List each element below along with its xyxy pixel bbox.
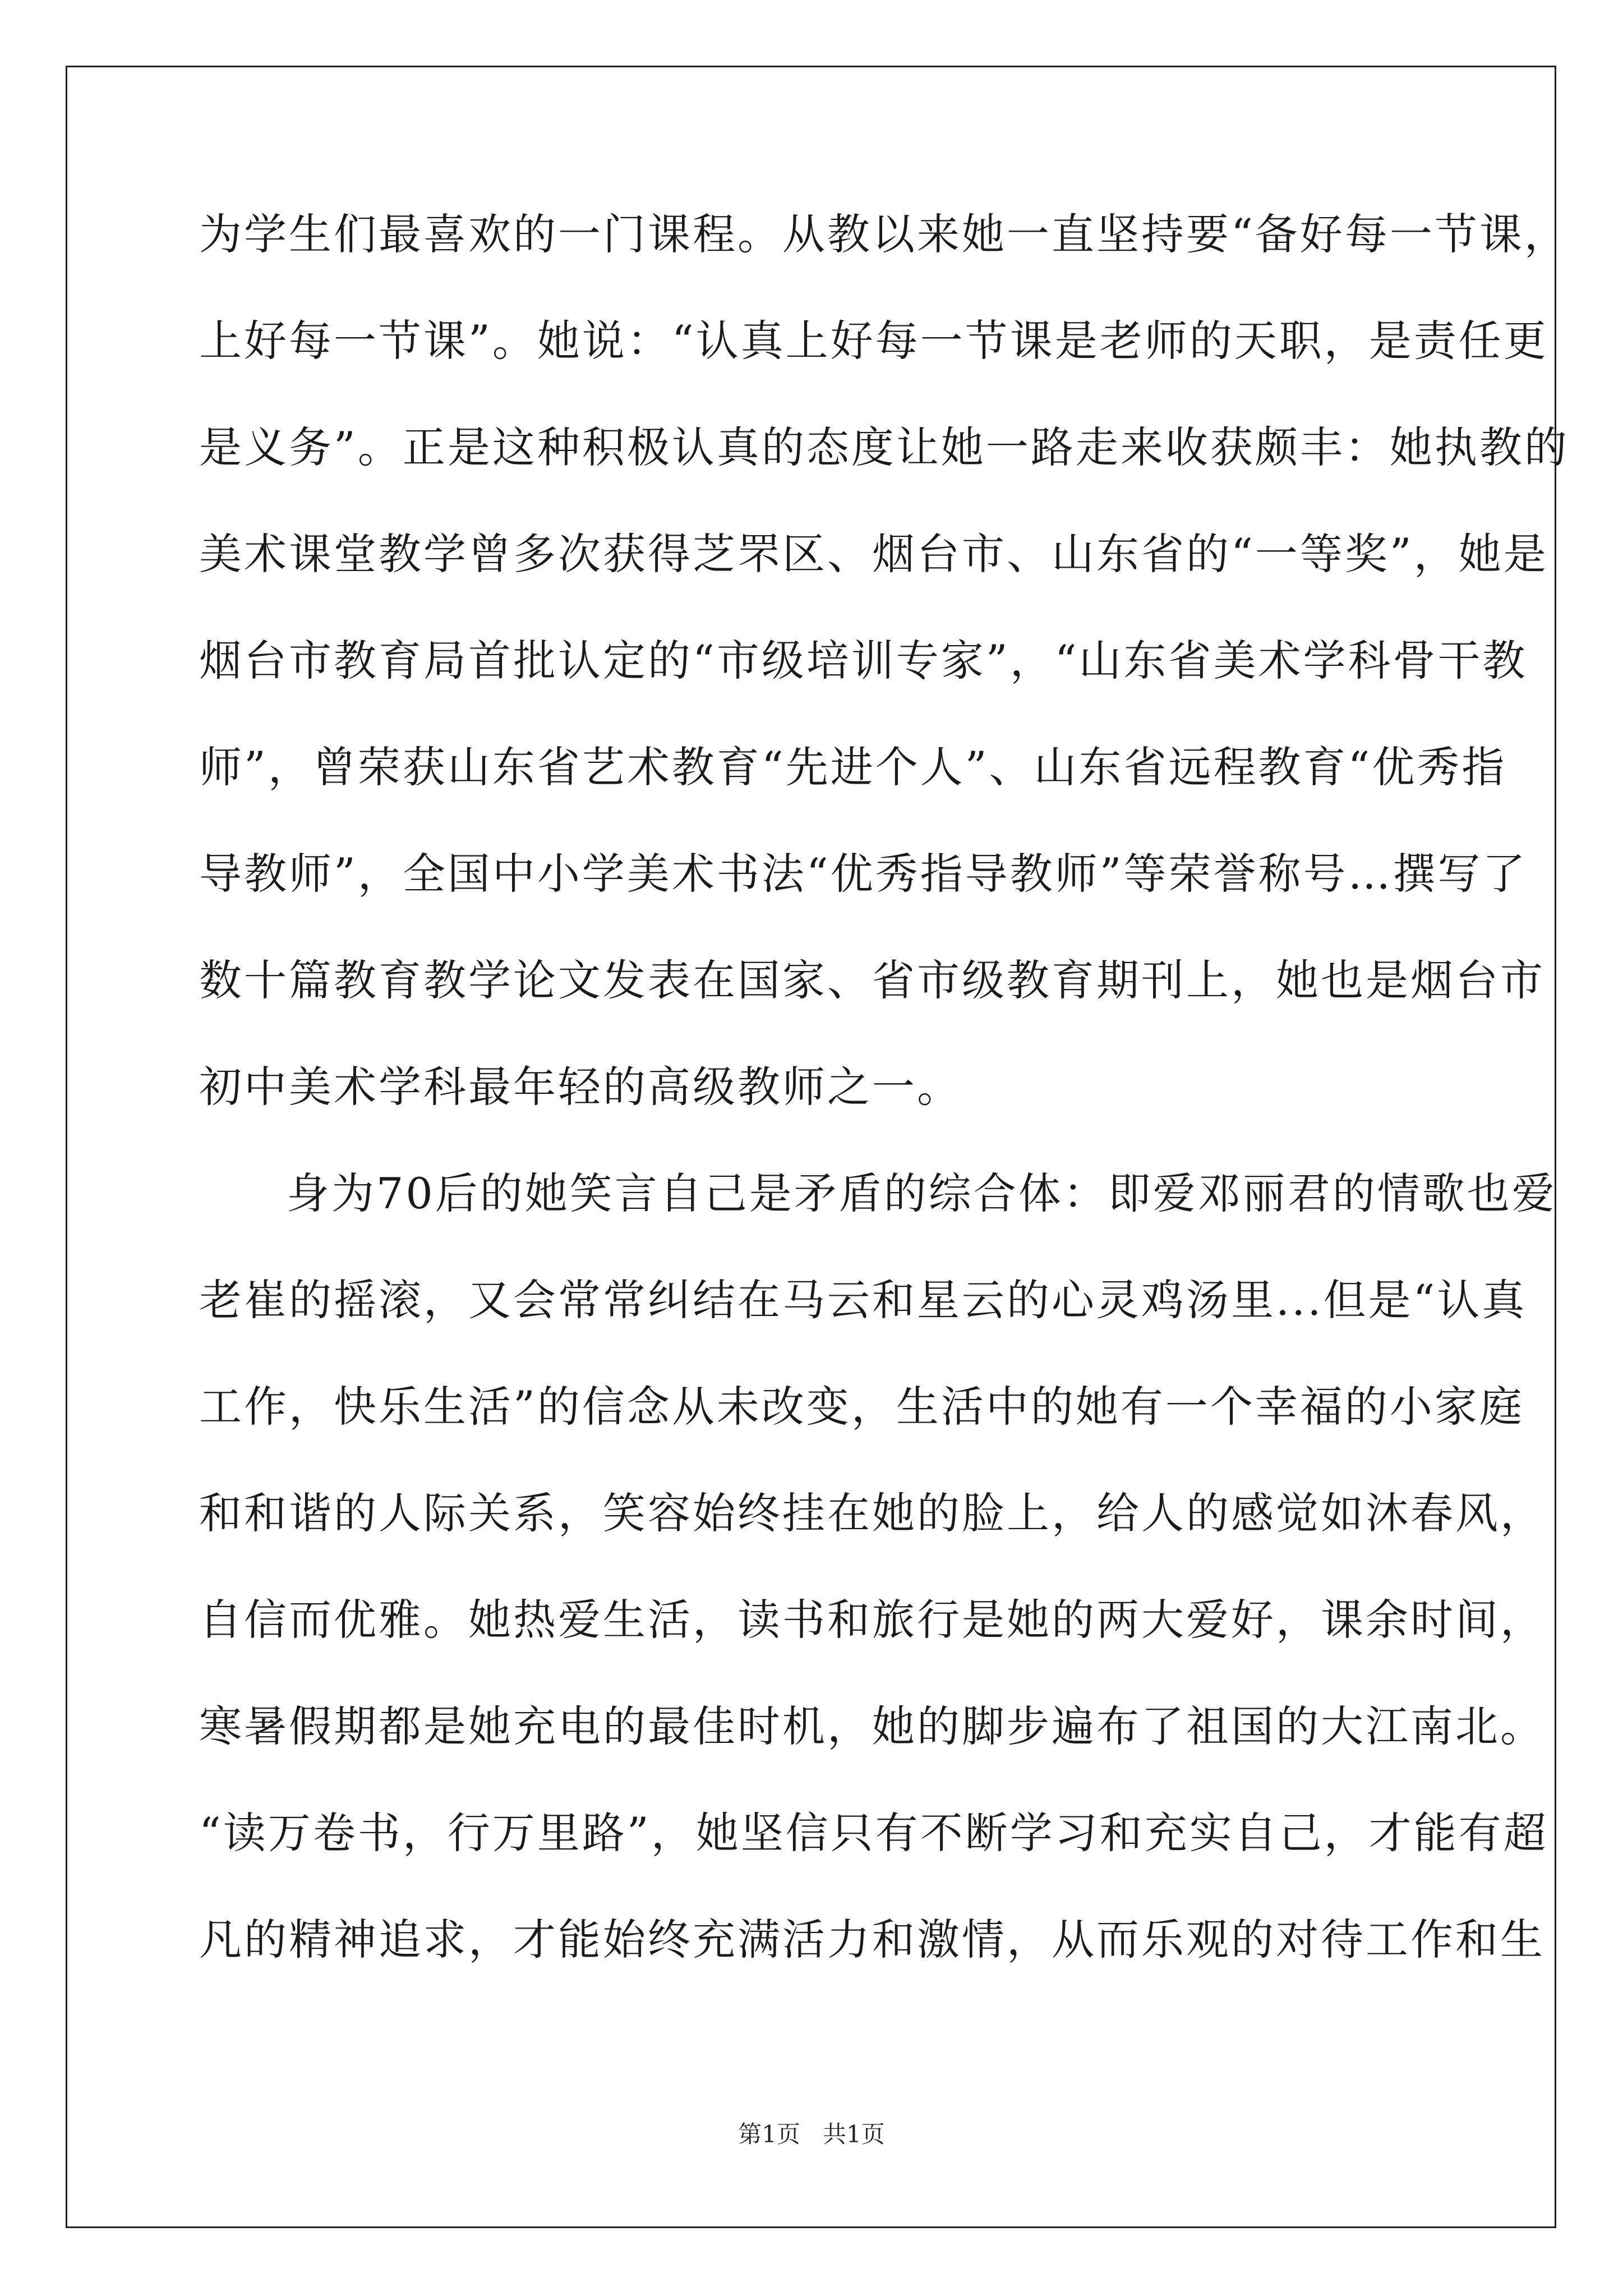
text-line: 初中美术学科最年轻的高级教师之一。 — [199, 1062, 962, 1112]
text-line: 工作，快乐生活”的信念从未改变，生活中的她有一个幸福的小家庭 — [199, 1382, 1524, 1432]
text-line: 美术课堂教学曾多次获得芝罘区、烟台市、山东省的“一等奖”，她是 — [199, 529, 1548, 579]
page-number: 第1页 共1页 — [738, 2120, 885, 2148]
text-line: 上好每一节课”。她说：“认真上好每一节课是老师的天职，是责任更 — [199, 316, 1548, 366]
text-line: 凡的精神追求，才能始终充满活力和激情，从而乐观的对待工作和生 — [199, 1915, 1545, 1964]
text-line: 自信而优雅。她热爱生活，读书和旅行是她的两大爱好，课余时间， — [199, 1595, 1545, 1645]
text-line: “读万卷书，行万里路”，她坚信只有不断学习和充实自己，才能有超 — [199, 1808, 1548, 1858]
text-line: 师”，曾荣获山东省艺术教育“先进个人”、山东省远程教育“优秀指 — [199, 742, 1507, 792]
text-line: 烟台市教育局首批认定的“市级培训专家”，“山东省美术学科骨干教 — [199, 636, 1528, 685]
text-line: 导教师”，全国中小学美术书法“优秀指导教师”等荣誉称号…撰写了 — [199, 849, 1528, 899]
document-body — [199, 202, 1569, 2014]
text-line: 为学生们最喜欢的一门课程。从教以来她一直坚持要“备好每一节课， — [199, 209, 1569, 259]
text-line: 和和谐的人际关系，笑容始终挂在她的脸上，给人的感觉如沐春风， — [199, 1488, 1545, 1538]
paragraph-first-line: 身为70后的她笑言自己是矛盾的综合体：即爱邓丽君的情歌也爱 — [287, 1168, 1557, 1218]
text-line: 数十篇教育教学论文发表在国家、省市级教育期刊上，她也是烟台市 — [199, 955, 1545, 1005]
text-line: 是义务”。正是这种积极认真的态度让她一路走来收获颇丰：她执教的 — [199, 422, 1569, 472]
text-line: 老崔的摇滚，又会常常纠结在马云和星云的心灵鸡汤里...但是“认真 — [199, 1275, 1527, 1325]
text-line: 寒暑假期都是她充电的最佳时机，她的脚步遍布了祖国的大江南北。 — [199, 1701, 1545, 1751]
